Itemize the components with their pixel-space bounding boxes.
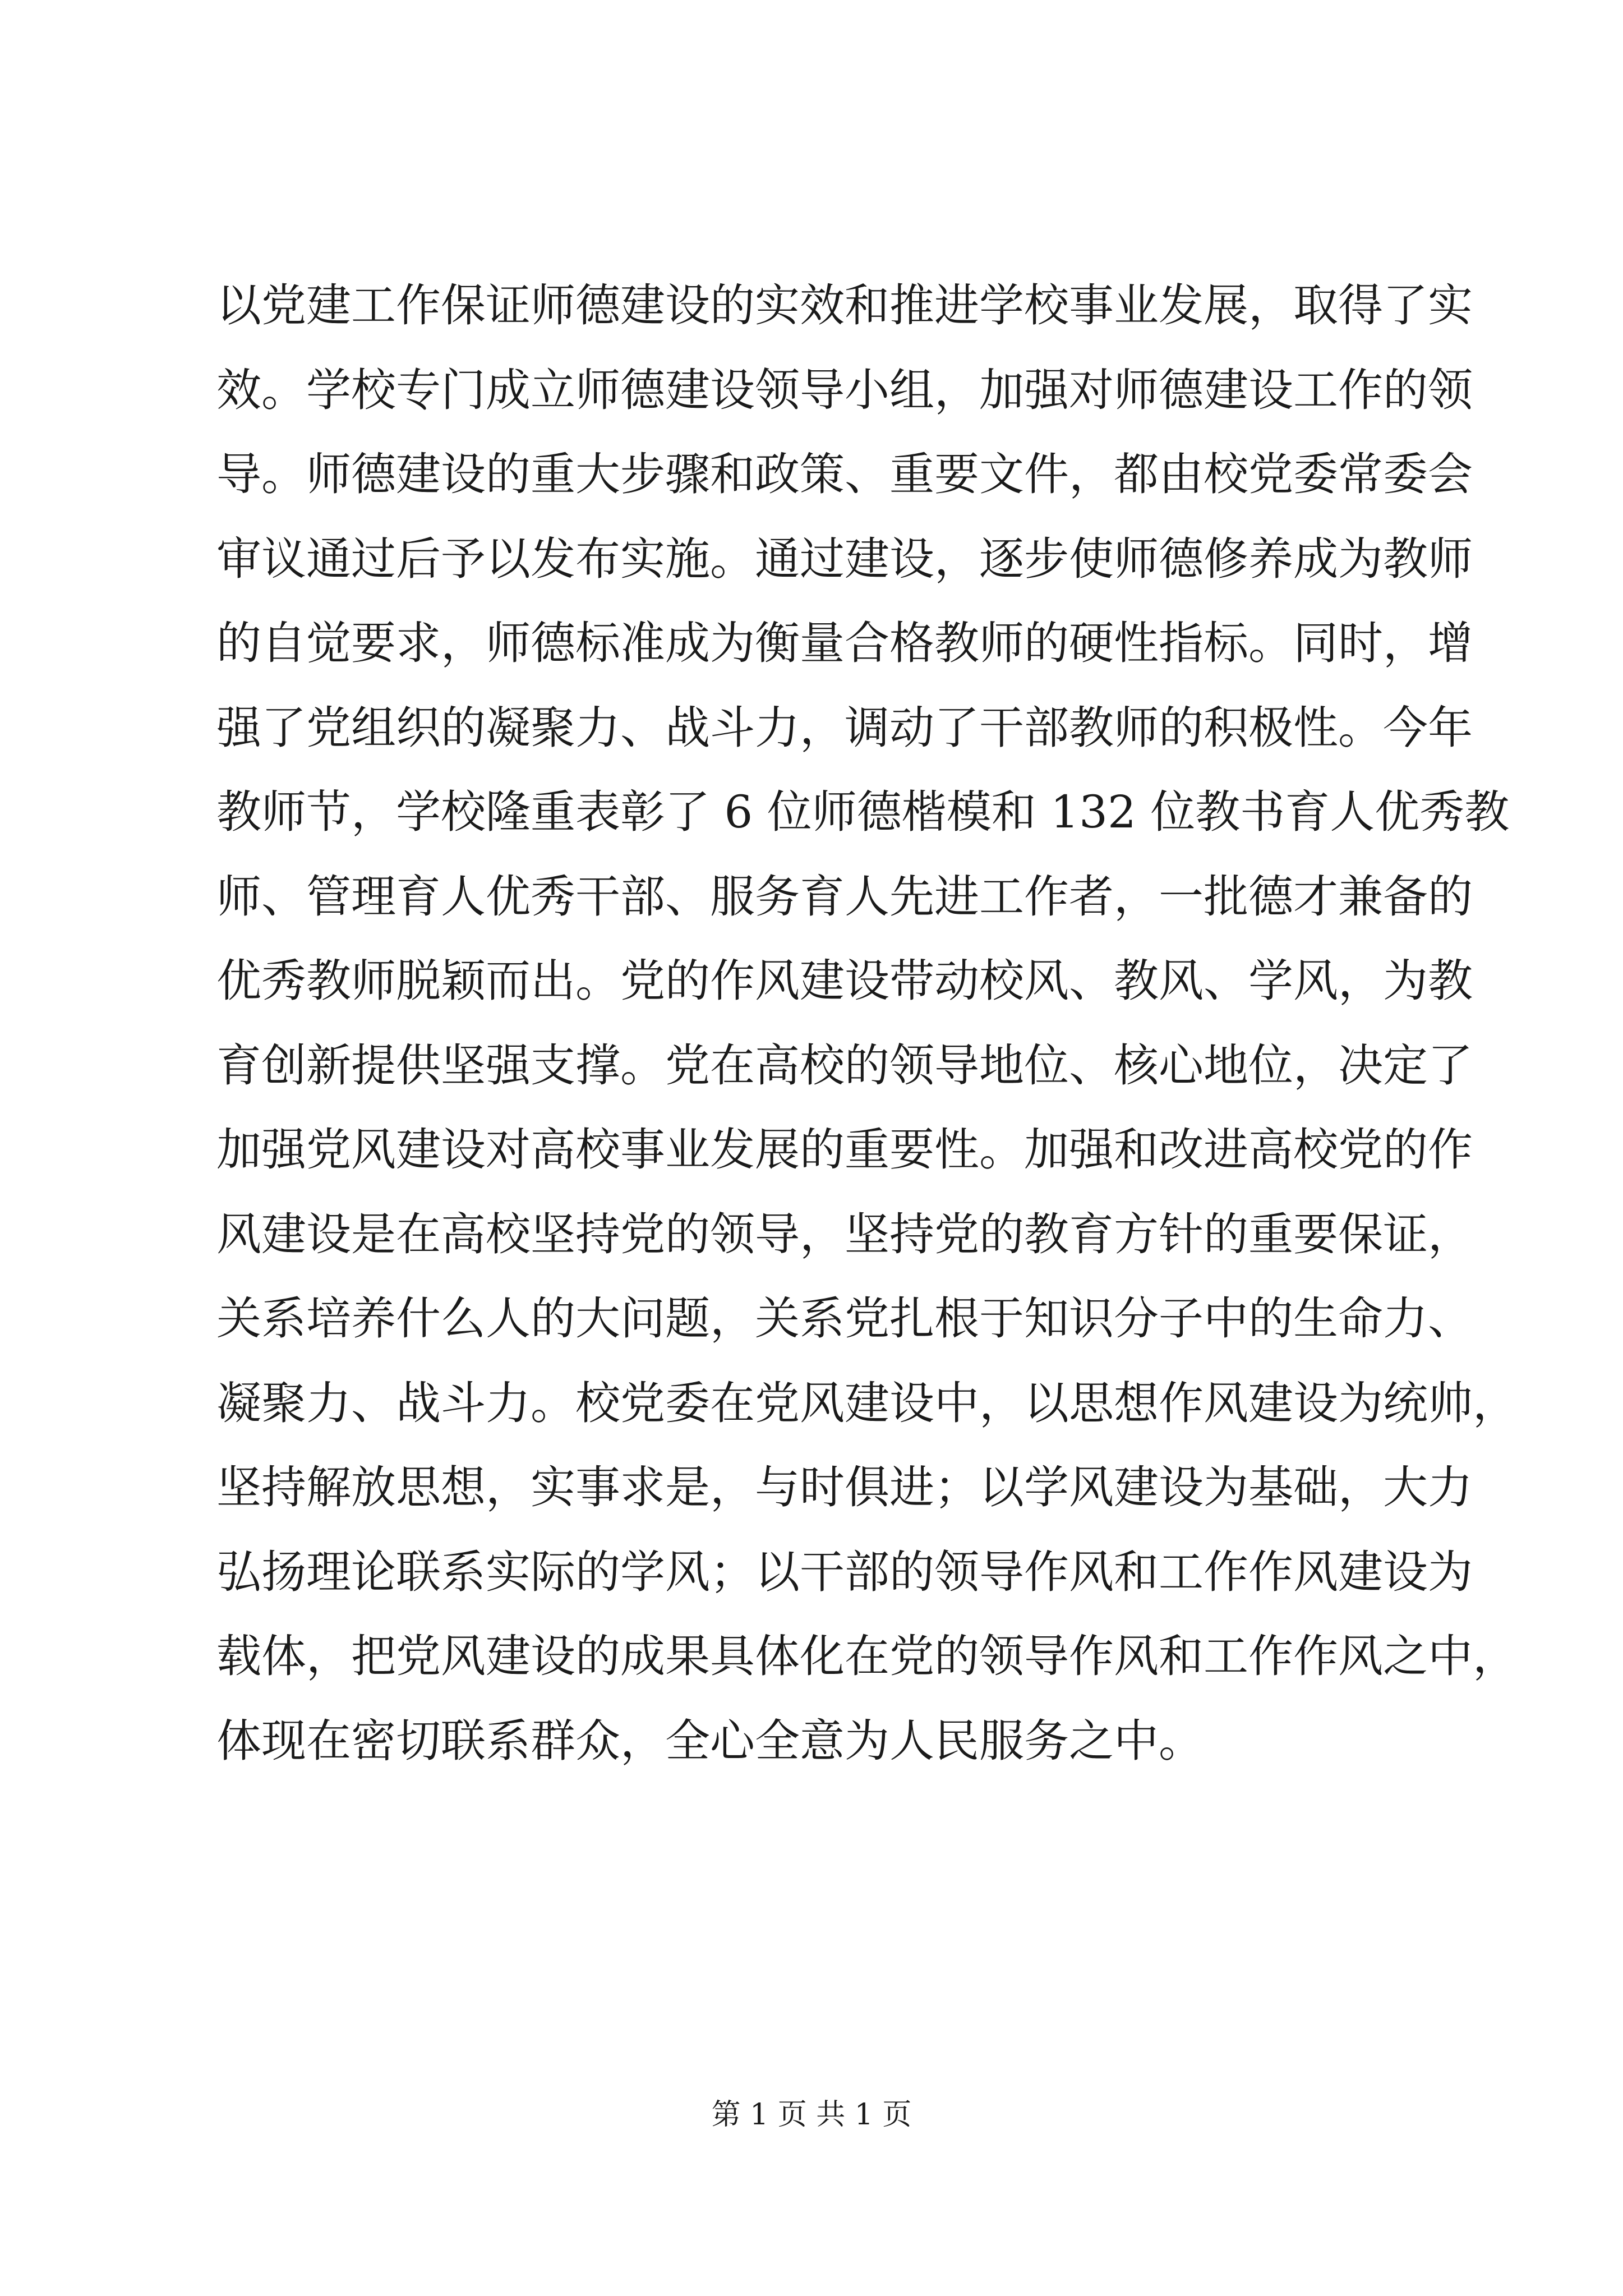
text-line: 效。学校专门成立师德建设领导小组，加强对师德建设工作的领 [216, 364, 1473, 416]
text-line: 的自觉要求，师德标准成为衡量合格教师的硬性指标。同时，增 [216, 617, 1473, 669]
text-line: 审议通过后予以发布实施。通过建设，逐步使师德修养成为教师 [216, 532, 1473, 585]
page-footer [0, 2095, 1623, 2134]
text-line: 教师节，学校隆重表彰了 6 位师德楷模和 132 位教书育人优秀教 [216, 786, 1510, 838]
text-line: 风建设是在高校坚持党的领导，坚持党的教育方针的重要保证， [216, 1208, 1473, 1260]
text-line: 优秀教师脱颖而出。党的作风建设带动校风、教风、学风，为教 [216, 955, 1473, 1007]
text-line: 强了党组织的凝聚力、战斗力，调动了干部教师的积极性。今年 [216, 701, 1473, 754]
body-paragraph [216, 264, 1518, 1783]
text-line: 弘扬理论联系实际的学风；以干部的领导作风和工作作风建设为 [216, 1545, 1473, 1598]
text-line: 导。师德建设的重大步骤和政策、重要文件，都由校党委常委会 [216, 448, 1473, 500]
text-line: 以党建工作保证师德建设的实效和推进学校事业发展，取得了实 [216, 279, 1473, 332]
text-line: 育创新提供坚强支撑。党在高校的领导地位、核心地位，决定了 [216, 1039, 1473, 1092]
text-line: 坚持解放思想，实事求是，与时俱进；以学风建设为基础，大力 [216, 1461, 1473, 1513]
text-line: 关系培养什么人的大问题，关系党扎根于知识分子中的生命力、 [216, 1292, 1473, 1345]
text-line: 载体，把党风建设的成果具体化在党的领导作风和工作作风之中， [216, 1630, 1518, 1682]
text-line: 师、管理育人优秀干部、服务育人先进工作者，一批德才兼备的 [216, 870, 1473, 923]
text-line: 凝聚力、战斗力。校党委在党风建设中，以思想作风建设为统帅， [216, 1377, 1518, 1429]
text-line: 加强党风建设对高校事业发展的重要性。加强和改进高校党的作 [216, 1124, 1473, 1176]
page-number-label: 第 1 页 共 1 页 [711, 2098, 912, 2132]
text-line: 体现在密切联系群众，全心全意为人民服务之中。 [216, 1714, 1204, 1767]
